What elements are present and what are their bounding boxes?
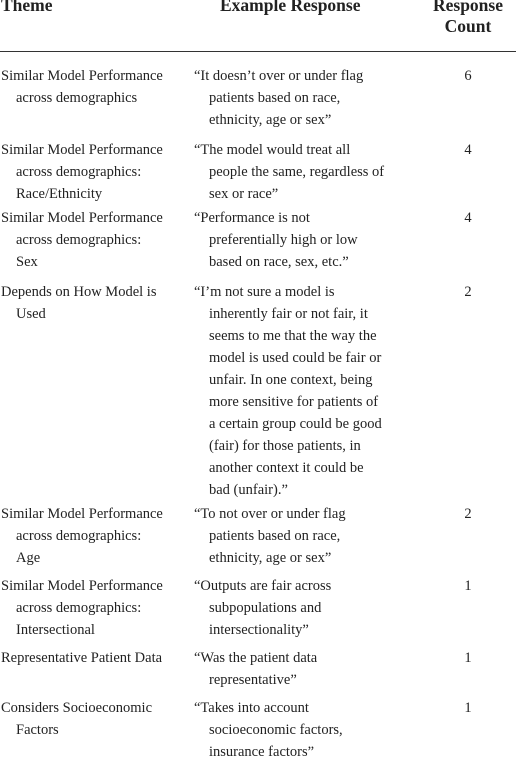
theme-line: Factors bbox=[16, 722, 59, 738]
example-response-line: “Performance is not bbox=[194, 210, 310, 226]
header-example-response: Example Response bbox=[220, 0, 361, 15]
example-response-line: inherently fair or not fair, it bbox=[209, 306, 368, 322]
theme-line: Similar Model Performance bbox=[1, 578, 163, 594]
response-count-cell: 2 bbox=[464, 284, 472, 300]
example-response-line: based on race, sex, etc.” bbox=[209, 254, 349, 270]
response-count-cell: 2 bbox=[464, 506, 472, 522]
table-row bbox=[0, 575, 516, 641]
response-count-cell: 1 bbox=[464, 578, 472, 594]
example-response-line: another context it could be bbox=[209, 460, 364, 476]
table-header bbox=[0, 0, 516, 52]
theme-line: across demographics: bbox=[16, 164, 142, 180]
theme-cell bbox=[1, 575, 191, 641]
theme-line: Representative Patient Data bbox=[1, 650, 163, 666]
table-row bbox=[0, 139, 516, 205]
theme-cell bbox=[1, 139, 191, 205]
example-response-line: “Takes into account bbox=[194, 700, 309, 716]
example-response-line: representative” bbox=[209, 672, 297, 688]
response-count-cell: 1 bbox=[464, 650, 472, 666]
table-row bbox=[0, 281, 516, 498]
theme-line: Intersectional bbox=[16, 622, 95, 638]
example-response-cell bbox=[194, 697, 394, 763]
example-response-line: patients based on race, bbox=[209, 90, 341, 106]
example-response-line: ethnicity, age or sex” bbox=[209, 112, 332, 128]
theme-line: Age bbox=[16, 550, 41, 566]
example-response-cell bbox=[194, 65, 394, 131]
example-response-line: subpopulations and bbox=[209, 600, 322, 616]
theme-line: across demographics: bbox=[16, 600, 142, 616]
theme-cell bbox=[1, 647, 191, 669]
theme-cell bbox=[1, 697, 191, 741]
table-row bbox=[0, 647, 516, 691]
theme-cell bbox=[1, 281, 191, 325]
example-response-line: (fair) for those patients, in bbox=[209, 438, 361, 454]
theme-line: Used bbox=[16, 306, 46, 322]
example-response-line: “I’m not sure a model is bbox=[194, 284, 335, 300]
header-theme: Theme bbox=[1, 0, 53, 15]
example-response-cell bbox=[194, 647, 394, 691]
example-response-line: a certain group could be good bbox=[209, 416, 382, 432]
example-response-line: “To not over or under flag bbox=[194, 506, 346, 522]
header-response-count-line1: Response bbox=[432, 0, 503, 15]
example-response-line: people the same, regardless of bbox=[209, 164, 385, 180]
response-count-cell: 1 bbox=[464, 700, 472, 716]
response-count-cell: 4 bbox=[464, 142, 472, 158]
example-response-line: bad (unfair).” bbox=[209, 482, 288, 498]
theme-cell bbox=[1, 207, 191, 273]
theme-line: Race/Ethnicity bbox=[16, 186, 103, 202]
example-response-line: seems to me that the way the bbox=[209, 328, 377, 344]
example-response-line: insurance factors” bbox=[209, 744, 315, 760]
theme-line: Similar Model Performance bbox=[1, 142, 163, 158]
example-response-cell bbox=[194, 139, 394, 205]
theme-line: Considers Socioeconomic bbox=[1, 700, 153, 716]
example-response-line: more sensitive for patients of bbox=[209, 394, 379, 410]
theme-line: across demographics: bbox=[16, 232, 142, 248]
example-response-cell bbox=[194, 503, 394, 569]
example-response-line: unfair. In one context, being bbox=[209, 372, 373, 388]
example-response-cell bbox=[194, 575, 394, 641]
example-response-line: sex or race” bbox=[209, 186, 279, 202]
theme-line: Similar Model Performance bbox=[1, 210, 163, 226]
theme-line: across demographics: bbox=[16, 528, 142, 544]
example-response-line: model is used could be fair or bbox=[209, 350, 382, 366]
theme-cell bbox=[1, 503, 191, 569]
example-response-line: “The model would treat all bbox=[194, 142, 351, 158]
header-response-count bbox=[420, 0, 516, 37]
theme-cell bbox=[1, 65, 191, 109]
example-response-line: “Was the patient data bbox=[194, 650, 318, 666]
example-response-line: intersectionality” bbox=[209, 622, 309, 638]
theme-line: Similar Model Performance bbox=[1, 68, 163, 84]
example-response-line: “It doesn’t over or under flag bbox=[194, 68, 364, 84]
example-response-line: ethnicity, age or sex” bbox=[209, 550, 332, 566]
theme-line: across demographics bbox=[16, 90, 138, 106]
header-response-count-line2: Count bbox=[444, 16, 492, 36]
example-response-cell bbox=[194, 207, 394, 273]
table-row bbox=[0, 697, 516, 760]
table-row bbox=[0, 503, 516, 569]
example-response-line: “Outputs are fair across bbox=[194, 578, 332, 594]
table-row bbox=[0, 65, 516, 131]
theme-line: Sex bbox=[16, 254, 38, 270]
example-response-line: preferentially high or low bbox=[209, 232, 358, 248]
example-response-line: patients based on race, bbox=[209, 528, 341, 544]
example-response-cell bbox=[194, 281, 394, 501]
response-count-cell: 4 bbox=[464, 210, 472, 226]
theme-line: Similar Model Performance bbox=[1, 506, 163, 522]
example-response-line: socioeconomic factors, bbox=[209, 722, 343, 738]
response-count-cell: 6 bbox=[464, 68, 472, 84]
theme-line: Depends on How Model is bbox=[1, 284, 157, 300]
table-row bbox=[0, 207, 516, 273]
